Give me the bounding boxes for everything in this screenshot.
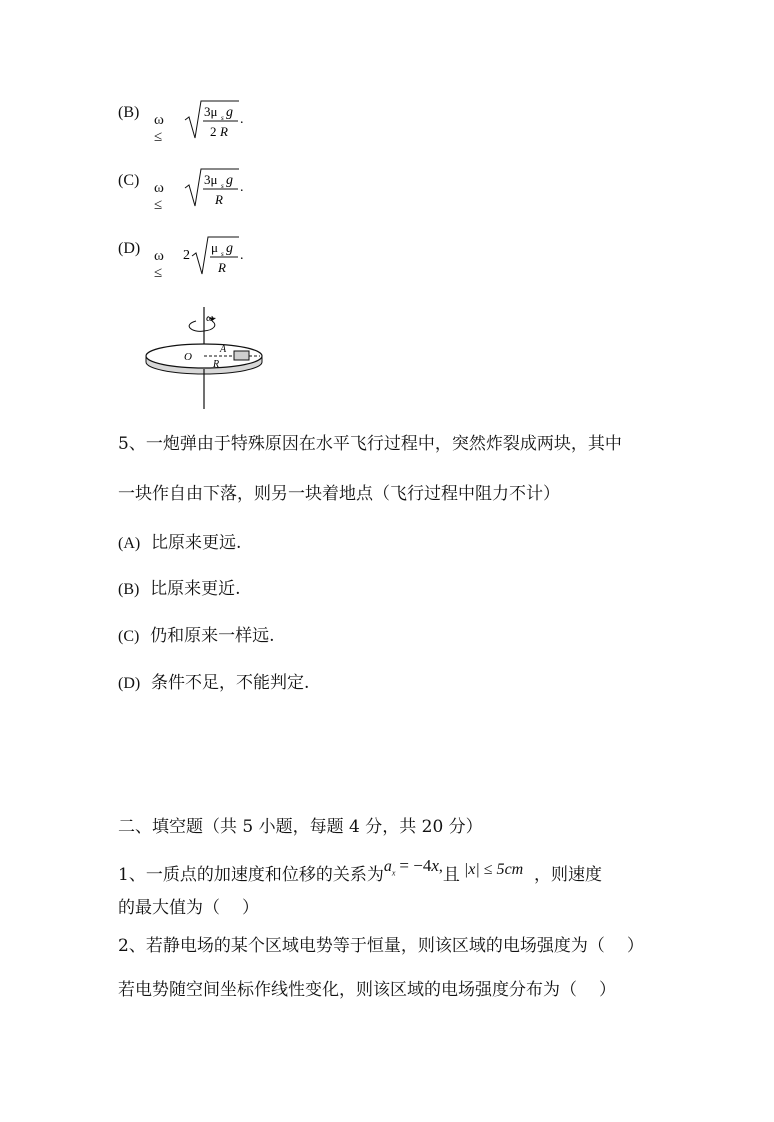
omega-symbol: ω ≤: [154, 180, 164, 213]
q5-option-d: [118, 673, 309, 694]
radius-label: R: [213, 359, 220, 370]
denominator-var: R: [215, 192, 223, 207]
denominator-var: R: [218, 260, 226, 275]
option-label: (C): [118, 628, 140, 645]
numerator-g: g: [226, 173, 233, 188]
option-label: (C): [118, 172, 140, 189]
q5-option-a: [118, 533, 241, 554]
option-text: 条件不足，不能判定.: [151, 673, 310, 693]
numerator-a: 3μ: [204, 104, 218, 119]
center-label: O: [184, 351, 192, 363]
denominator-num: 2: [210, 124, 217, 139]
fill-q1-line1: [118, 856, 603, 889]
omega-symbol: ω ≤: [154, 112, 164, 145]
q1-equation: $a_x = -4x$,: [383, 856, 443, 878]
period: .: [240, 180, 244, 195]
option-label: (B): [118, 581, 140, 598]
sqrt-formula: [118, 234, 258, 284]
omega-label: ω: [206, 312, 214, 324]
q5-stem-line2: 一块作自由下落，则另一块着地点（飞行过程中阻力不计）: [118, 484, 560, 504]
fill-q1-line2: 的最大值为（ ）: [118, 898, 259, 918]
numerator-a: μ: [211, 240, 218, 255]
option-text: 比原来更远.: [151, 533, 242, 553]
option-text: 比原来更近.: [150, 579, 241, 599]
denominator-var: R: [220, 124, 228, 139]
period: .: [240, 248, 244, 263]
numerator-a: 3μ: [204, 172, 218, 187]
option-label: (D): [118, 675, 141, 692]
numerator-g: g: [226, 105, 233, 120]
q1-abs-condition: |x| ≤ 5cm: [463, 861, 524, 879]
q5-option-c: [118, 626, 275, 647]
option-text: 仍和原来一样远.: [150, 626, 275, 646]
numerator-sub: s: [221, 114, 224, 122]
sqrt-formula: [118, 166, 258, 216]
fill-q2-line1: 2、若静电场的某个区域电势等于恒量，则该区域的电场强度为（ ）: [118, 936, 644, 956]
q5-stem-line1: 5、一炮弹由于特殊原因在水平飞行过程中，突然炸裂成两块，其中: [118, 434, 622, 454]
numerator-sub: s: [221, 250, 224, 258]
period: .: [240, 112, 244, 127]
block-label: A: [220, 344, 227, 355]
section-title: 二、填空题（共 5 小题，每题 4 分，共 20 分）: [118, 817, 483, 837]
fill-q2-line2: 若电势随空间坐标作线性变化，则该区域的电场强度分布为（ ）: [118, 980, 616, 1000]
omega-symbol: ω ≤: [154, 248, 164, 281]
numerator-g: g: [226, 241, 233, 256]
option-label: (D): [118, 240, 141, 257]
q1-stem-mid: 且: [442, 865, 460, 886]
option-label: (A): [118, 535, 141, 552]
sqrt-formula: [118, 98, 258, 148]
rotating-disk-figure: [140, 305, 280, 415]
numerator-sub: s: [221, 182, 224, 190]
q1-stem-pre: 1、一质点的加速度和位移的关系为: [118, 865, 384, 886]
q5-option-b: [118, 579, 241, 600]
q1-stem-post: ，则速度: [534, 865, 603, 886]
option-label: (B): [118, 104, 140, 121]
coefficient: 2: [183, 248, 190, 263]
